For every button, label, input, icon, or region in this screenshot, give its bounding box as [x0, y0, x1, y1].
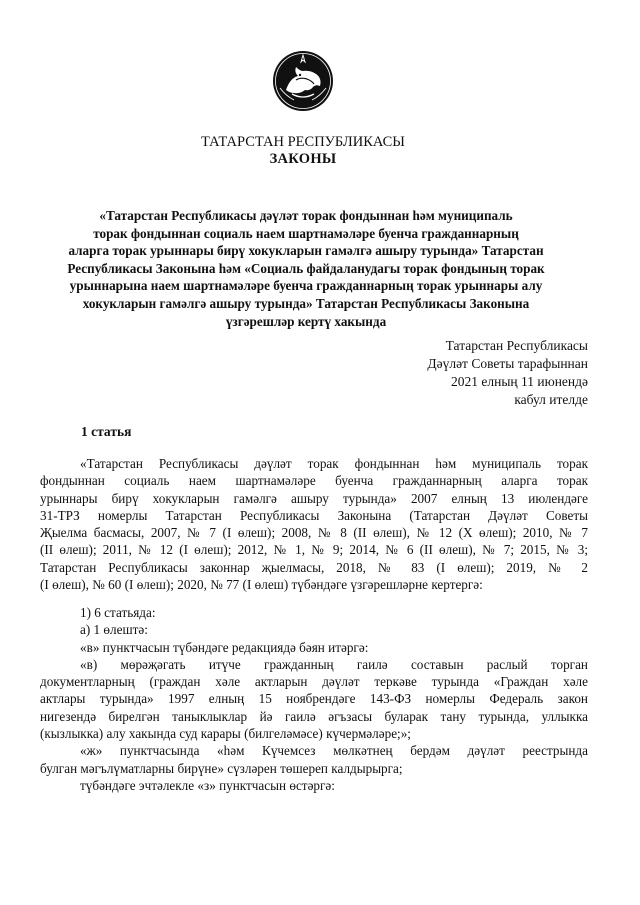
title-line: «Татарстан Республикасы дәүләт торак фондыннан һәм муниципаль: [99, 208, 513, 223]
list-item: 1) 6 статьяда:: [80, 605, 156, 620]
paragraph-line: 31-ТРЗ номерлы Татарстан Республикасы Законына (Татарстан Дәүләт Советы: [40, 507, 588, 523]
list-item: актлары турында» 1997 елның 15 ноябрендәге 143-ФЗ номерлы Федераль закон: [40, 691, 588, 707]
title-line: аларга торак урыннары бирү хокукларын гамәлгә ашыру турында» Татарстан: [68, 243, 544, 259]
title-line: урыннарына наем шартнамәләре буенча гражданнарның торак урыннары алу: [69, 278, 543, 294]
list-item: документларның (граждан хәле актларын дәүләт теркәве турында «Граждан хәле: [40, 674, 588, 690]
title-line: үзгәрешләр кертү хакында: [225, 313, 387, 329]
list-item: а) 1 өлештә:: [80, 622, 148, 638]
title-line: торак фондыннан социаль наем шартнамәләре буенча гражданнарның: [93, 225, 519, 241]
paragraph-line: «Татарстан Республикасы дәүләт торак фондыннан һәм муниципаль торак: [80, 456, 588, 471]
paragraph-line: (II өлеш); 2011, № 12 (I өлеш); 2012, № 1, № 9; 2014, № 6 (II өлеш), № 7; 2015, № 3;: [40, 542, 588, 558]
title-line: Республикасы Законына һәм «Социаль файдаланудагы торак фондының торак: [67, 260, 545, 276]
list-item: «в» пунктчасын түбәндәге редакциядә бәян итәргә:: [80, 639, 369, 655]
list-item: (кызлыкка) алу хакында суд карары (билгеләмәсе) күчермәләре;»;: [40, 726, 411, 742]
org-name: ТАТАРСТАН РЕСПУБЛИКАСЫ: [201, 134, 405, 150]
list-item: «в) мөрәҗәгать итүче гражданның гаилә составын раслый торган: [80, 656, 588, 672]
adoption-info: [330, 337, 588, 409]
adoption-line: Дәүләт Советы тарафыннан: [427, 356, 588, 371]
paragraph-line: (I өлеш), № 60 (I өлеш); 2020, № 77 (I өлеш) түбәндәге үзгәрешләрне кертергә:: [40, 577, 483, 593]
intro-paragraph: [40, 455, 588, 593]
adoption-line: кабул ителде: [514, 392, 588, 407]
paragraph-line: фондыннан социаль наем шартнамәләре буенча гражданнарның аларга торак: [40, 473, 588, 489]
paragraph-line: Җыелма басмасы, 2007, № 7 (I өлеш); 2008, № 8 (II өлеш), № 12 (X өлеш); 2010, № 7: [40, 525, 588, 541]
law-title: [40, 207, 572, 330]
adoption-line: Татарстан Республикасы: [445, 338, 588, 353]
list-item: булган мәгълүматларны бирүне» сүзләрен төшереп калдырырга;: [40, 760, 403, 776]
tatarstan-emblem-icon: [272, 50, 334, 112]
list-item: «ж» пунктчасында «һәм Күчемсез мөлкәтнең бердәм дәүләт реестрында: [80, 743, 588, 759]
article-heading: 1 статья: [81, 424, 132, 439]
paragraph-line: урыннары бирү хокукларын гамәлгә ашыру турында» 2007 елның 13 июлендәге: [40, 490, 588, 506]
list-item: нигезендә бирелгән таныклыклар йә гаилә әгъзасы буларак тану турында, уллыкка: [40, 708, 588, 724]
amendments-list: [40, 604, 588, 794]
title-line: хокукларын гамәлгә ашыру турында» Татарстан Республикасы Законына: [82, 295, 530, 311]
adoption-line: 2021 елның 11 июнендә: [451, 374, 588, 389]
paragraph-line: Татарстан Республикасы законнар җыелмасы, 2018, № 83 (I өлеш); 2019, № 2: [40, 559, 588, 575]
list-item: түбәндәге эчтәлекле «з» пунктчасын өстәргә:: [80, 777, 335, 793]
document-type: ЗАКОНЫ: [269, 151, 337, 167]
